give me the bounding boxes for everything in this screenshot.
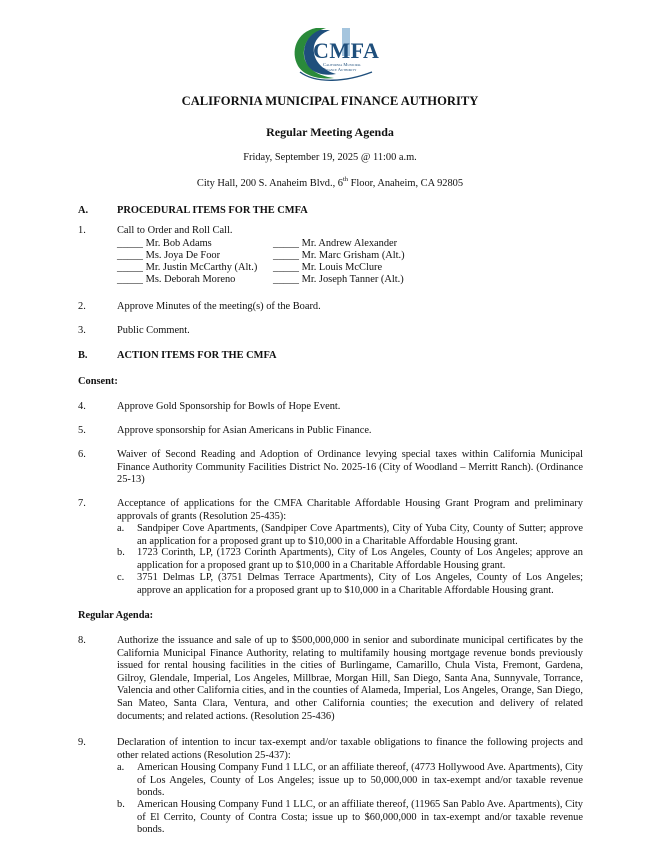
item-1-text: Call to Order and Roll Call. <box>117 225 233 236</box>
location-part-2: Floor, Anaheim, CA 92805 <box>348 178 464 189</box>
roll-call-row <box>273 250 405 263</box>
roll-member: Mr. Bob Adams <box>145 238 212 249</box>
item-7-text: Acceptance of applications for the CMFA Charitable Affordable Housing Grant Program and preliminary approvals of grants (Resolution 25-435): <box>117 498 583 522</box>
roll-member: Mr. Louis McClure <box>301 262 383 273</box>
roll-call-row <box>117 250 220 263</box>
item-9-text: Declaration of intention to incur tax-exempt and/or taxable obligations to finance the following projects and other related actions (Resolution 25-437): <box>117 737 583 761</box>
item-9b-text: American Housing Company Fund 1 LLC, or an affiliate thereof, (11965 San Pablo Ave. Apartments), City of El Cerrito, County of Contra Costa; issue up to $60,000,000 in tax-exempt and/or taxable revenue bonds. <box>137 799 583 836</box>
item-9-number: 9. <box>78 737 86 748</box>
roll-call-row <box>273 262 382 275</box>
item-6-text: Waiver of Second Reading and Adoption of Ordinance levying special taxes within California Municipal Finance Authority Community Facilities District No. 2025-16 (City of Woodland – Merritt Ranch). (Ordinance 25-13) <box>117 449 583 486</box>
roll-call-row <box>117 274 235 287</box>
meeting-date: Friday, September 19, 2025 @ 11:00 a.m. <box>243 152 417 163</box>
meeting-location <box>0 175 660 189</box>
item-7c-text: 3751 Delmas LP, (3751 Delmas Terrace Apartments), City of Los Angeles, County of Los Angeles; approve an application for a proposed grant up to $10,000 in a Charitable Affordable Housing grant. <box>137 572 583 596</box>
item-9a-text: American Housing Company Fund 1 LLC, or an affiliate thereof, (4773 Hollywood Ave. Apartments), City of Los Angeles, County of Los Angeles; issue up to 50,000,000 in tax-exempt and/or taxable revenue bonds. <box>137 762 583 799</box>
roll-call-row <box>273 274 404 287</box>
roll-blank: _____ <box>117 274 143 285</box>
roll-member: Mr. Justin McCarthy (Alt.) <box>145 262 258 273</box>
item-7a-letter: a. <box>117 523 125 534</box>
roll-blank: _____ <box>117 238 143 249</box>
item-4-text: Approve Gold Sponsorship for Bowls of Hope Event. <box>117 401 341 412</box>
roll-blank: _____ <box>117 250 143 261</box>
item-9a-letter: a. <box>117 762 125 773</box>
roll-blank: _____ <box>273 238 299 249</box>
roll-member: Mr. Joseph Tanner (Alt.) <box>301 274 404 285</box>
page-title: Regular Meeting Agenda <box>266 125 394 139</box>
regular-agenda-heading: Regular Agenda: <box>78 610 154 621</box>
item-9b-letter: b. <box>117 799 125 810</box>
item-2-text: Approve Minutes of the meeting(s) of the Board. <box>117 301 321 312</box>
section-a-letter: A. <box>78 205 89 216</box>
roll-call-row <box>117 262 257 275</box>
item-5-number: 5. <box>78 425 86 436</box>
roll-blank: _____ <box>117 262 143 273</box>
item-8-text: Authorize the issuance and sale of up to $500,000,000 in senior and subordinate municipal certificates by the California Municipal Finance Authority, relating to multifamily housing mortgage revenue bonds previously issued for rental housing facilities in the cities of Burlingame, Camarillo, Chula Vista, Fremont, Gardena, Gilroy, Glendale, Imperial, Los Angeles, Millbrae, Morgan Hill, San Diego, Santa Ana, Sunnyvale, Torrance, Valencia and other California cities, and in the counties of Alameda, Imperial, Los Angeles, Orange, San Diego, San Mateo, Santa Clara, Ventura, and other California counties; the execution and delivery of related documents; and related actions. (Resolution 25-436) <box>117 635 583 722</box>
item-7b-letter: b. <box>117 547 125 558</box>
item-1-number: 1. <box>78 225 86 236</box>
org-title: CALIFORNIA MUNICIPAL FINANCE AUTHORITY <box>181 94 479 108</box>
roll-blank: _____ <box>273 250 299 261</box>
roll-member: Mr. Andrew Alexander <box>301 238 398 249</box>
section-b-title: ACTION ITEMS FOR THE CMFA <box>117 350 277 361</box>
roll-blank: _____ <box>273 262 299 273</box>
roll-member: Ms. Joya De Foor <box>145 250 221 261</box>
consent-heading: Consent: <box>78 376 118 387</box>
item-2-number: 2. <box>78 301 86 312</box>
roll-call-row <box>117 238 212 251</box>
item-7a-text: Sandpiper Cove Apartments, (Sandpiper Cove Apartments), City of Yuba City, County of Sutter; approve an application for a proposed grant up to $10,000 in a Charitable Affordable Housing grant. <box>137 523 583 547</box>
item-3-text: Public Comment. <box>117 325 190 336</box>
item-5-text: Approve sponsorship for Asian Americans in Public Finance. <box>117 425 372 436</box>
location-part-1: City Hall, 200 S. Anaheim Blvd., 6 <box>196 178 343 189</box>
section-a-title: PROCEDURAL ITEMS FOR THE CMFA <box>117 205 308 216</box>
location-superscript: th <box>342 175 349 183</box>
roll-member: Mr. Marc Grisham (Alt.) <box>301 250 405 261</box>
item-3-number: 3. <box>78 325 86 336</box>
logo-subtitle <box>323 62 361 72</box>
logo-subtitle-line-1: California Municipal <box>323 62 362 67</box>
logo-subtitle-line-2: Finance Authority <box>323 67 357 72</box>
section-b-letter: B. <box>78 350 88 361</box>
item-8-number: 8. <box>78 635 86 646</box>
roll-member: Ms. Deborah Moreno <box>145 274 236 285</box>
item-4-number: 4. <box>78 401 86 412</box>
item-7c-letter: c. <box>117 572 125 583</box>
item-7-number: 7. <box>78 498 86 509</box>
item-7b-text: 1723 Corinth, LP, (1723 Corinth Apartments), City of Los Angeles, County of Los Angeles; approve an application for a proposed grant up to $10,000 in a Charitable Affordable Housing grant. <box>137 547 583 571</box>
roll-blank: _____ <box>273 274 299 285</box>
roll-call-row <box>273 238 397 251</box>
item-6-number: 6. <box>78 449 86 460</box>
logo-wordmark: CMFA <box>313 38 380 63</box>
